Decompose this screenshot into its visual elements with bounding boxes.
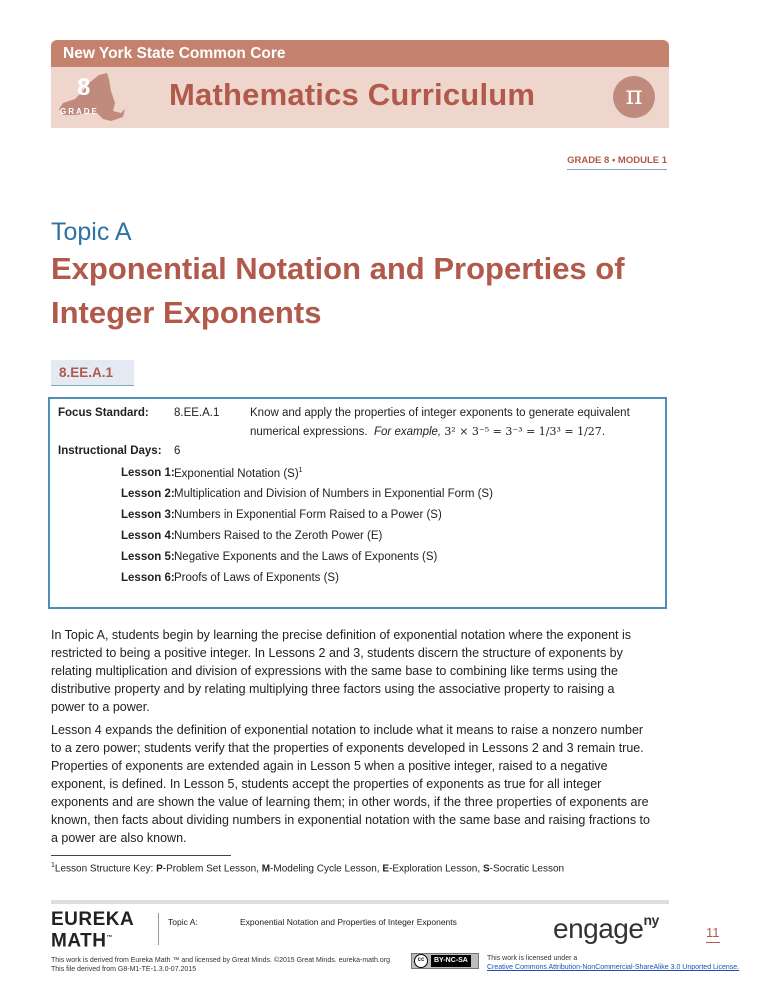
footer-topic-title: Exponential Notation and Properties of Integer Exponents [240,917,457,927]
license-notice [487,954,739,972]
cc-license-type: BY-NC-SA [431,955,471,967]
paragraph-line: relating multiplication and division of expressions with the same base to combining like terms using the [51,664,618,678]
lesson-title [174,467,303,480]
focus-standard-example [250,425,605,438]
paragraph-line: to a zero power; students verify that the properties of exponents developed in Lessons 2 and 3 remain true. [51,741,644,755]
paragraph-line: exponents and are shown the value of learning them; in other words, if the three properties of exponents are [51,795,649,809]
lesson-title-text: Exponential Notation (S) [174,467,299,480]
lesson-title: Proofs of Laws of Exponents (S) [174,572,339,584]
focus-text-line2: numerical expressions. [250,426,368,438]
credit-line: This file derived from G8-M1-TE-1.3.0-07.2015 [51,966,197,973]
license-link[interactable]: Creative Commons Attribution-NonCommercial-ShareAlike 3.0 Unported License. [487,964,740,971]
credit-line: This work is derived from Eureka Math ™ and licensed by Great Minds. ©2015 Great Minds. eureka-math.org [51,957,390,964]
eureka-math-logo [51,911,134,950]
footnote-key-text: -Problem Set Lesson, [162,863,262,875]
engage-ny-text: ny [643,912,659,928]
module-label: GRADE 8 • MODULE 1 [567,155,667,170]
focus-example-label: For example, [374,426,442,438]
paragraph-line: In Topic A, students begin by learning the precise definition of exponential notation where the exponent is [51,628,632,642]
lesson-title: Numbers Raised to the Zeroth Power (E) [174,530,383,542]
lesson-label: Lesson 4: [121,530,175,542]
banner-body [51,67,669,128]
page-number: 11 [706,925,720,943]
focus-example-math: 3² × 3⁻⁵ = 3⁻³ = 1/3³ = 1/27. [444,425,606,438]
focus-standard-label: Focus Standard: [58,407,149,419]
footer-separator [158,913,159,945]
engageny-logo [553,912,659,945]
lesson-title: Negative Exponents and the Laws of Exponents (S) [174,551,438,563]
paragraph-line: restricted to being a positive integer. In Lessons 2 and 3, students discern the structure of exponents by [51,646,623,660]
paragraph-line: known, then facts about dividing numbers in exponential notation with the same base and raising fractions to [51,813,650,827]
topic-overview-paragraph-2 [51,721,721,847]
eureka-logo-tm: ™ [106,935,113,941]
footnote-key-text: -Socratic Lesson [489,863,565,875]
lesson-label: Lesson 2: [121,488,175,500]
eureka-logo-line1: EUREKA [51,909,135,930]
engage-text: engage [553,913,644,944]
lesson-title: Numbers in Exponential Form Raised to a Power (S) [174,509,442,521]
footnote-divider [51,855,231,856]
pi-icon: π [613,76,655,118]
banner-state-label: New York State Common Core [51,40,669,67]
footnote-key: M [261,863,271,875]
new-york-state-icon [55,69,127,125]
footnote-intro: Lesson Structure Key: [54,863,157,875]
lesson-title: Multiplication and Division of Numbers in Exponential Form (S) [174,488,493,500]
footnote [51,862,564,874]
footnote-ref: 1 [298,467,303,474]
focus-standard-code: 8.EE.A.1 [174,407,220,419]
footnote-key: S [482,863,490,875]
paragraph-line: a power are also known. [51,831,187,845]
eureka-logo-line2 [51,929,134,950]
paragraph-line: Properties of exponents are extended again in Lesson 5 when a positive integer, raised to a negative [51,759,608,773]
paragraph-line: power to a power. [51,700,150,714]
lesson-label: Lesson 1: [121,467,175,479]
footer-divider [51,900,669,904]
topic-title: Exponential Notation and Properties of Integer Exponents [51,251,625,330]
paragraph-line: Lesson 4 expands the definition of exponential notation to include what it means to raise a nonzero number [51,723,644,737]
topic-label: Topic A [51,218,132,246]
footer-topic-label: Topic A: [168,917,198,927]
paragraph-line: distributive property and by relating multiplying three factors using the associative property to raising a [51,682,615,696]
footnote-number: 1 [51,862,55,869]
license-line: This work is licensed under a [487,955,578,962]
footnote-key-text: -Modeling Cycle Lesson, [270,863,383,875]
creative-commons-badge[interactable] [411,953,479,969]
lesson-label: Lesson 6: [121,572,175,584]
cc-icon: cc [414,954,428,968]
footer-credit [51,956,390,974]
focus-standard-box [48,397,667,609]
instructional-days-label: Instructional Days: [58,445,162,457]
topic-overview-paragraph-1 [51,626,721,716]
lesson-label: Lesson 3: [121,509,175,521]
focus-standard-text: Know and apply the properties of integer exponents to generate equivalent [250,407,630,419]
lesson-label: Lesson 5: [121,551,175,563]
curriculum-banner [51,40,669,128]
grade-word: GRADE [60,107,99,116]
footnote-key-text: -Exploration Lesson, [388,863,483,875]
footnote-key: P [156,863,163,875]
footnote-key: E [382,863,389,875]
grade-badge [55,69,127,125]
eureka-logo-math: MATH [51,930,107,952]
instructional-days-value: 6 [174,445,181,457]
standard-tag: 8.EE.A.1 [51,360,134,386]
paragraph-line: exponent, is defined. In Lesson 5, students accept the properties of exponents as true for all integer [51,777,602,791]
grade-number: 8 [77,74,91,101]
curriculum-title: Mathematics Curriculum [169,77,536,112]
